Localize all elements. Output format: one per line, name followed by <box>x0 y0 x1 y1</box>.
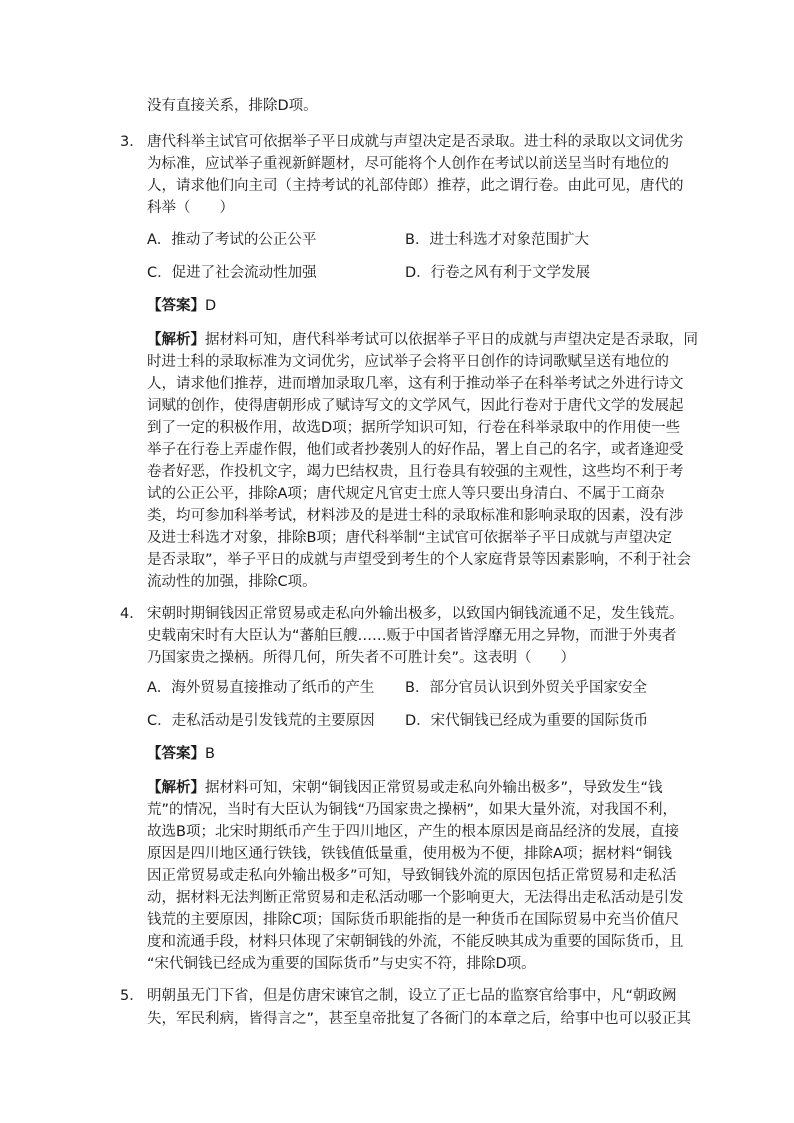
question-3-analysis-line: 试的公正公平，排除A项；唐代规定凡官吏士庶人等只要出身清白、不属于工商杂 <box>147 486 665 502</box>
question-3-analysis-line: 到了一定的积极作用，故选D项；据所学知识可知，行卷在科举录取中的作用使一些 <box>147 420 681 436</box>
question-3-number: 3． <box>120 134 144 150</box>
question-3-option-c[interactable]: C．促进了社会流动性加强 <box>147 265 317 281</box>
question-4-analysis-line: 因正常贸易或走私向外输出极多”可知，导致铜钱外流的原因包括正常贸易和走私活 <box>147 868 677 884</box>
answer-label: 【答案】 <box>147 746 205 762</box>
analysis-label: 【解析】 <box>147 332 205 348</box>
question-4-option-c[interactable]: C．走私活动是引发钱荒的主要原因 <box>147 713 375 729</box>
analysis-label: 【解析】 <box>147 780 205 796</box>
question-4-line: 宋朝时期铜钱因正常贸易或走私向外输出极多，以致国内铜钱流通不足，发生钱荒。 <box>147 606 684 622</box>
question-3-analysis-line: 类，均可参加科举考试，材料涉及的是进士科的录取标准和影响录取的因素，没有涉 <box>147 508 684 524</box>
question-4-analysis-line: 动，据材料无法判断正常贸易和走私活动哪一个影响更大，无法得出走私活动是引发 <box>147 890 684 906</box>
question-4-option-a[interactable]: A．海外贸易直接推动了纸币的产生 <box>147 680 375 696</box>
question-4-analysis-line: 故选B项；北宋时期纸币产生于四川地区，产生的根本原因是商品经济的发展，直接 <box>147 824 679 840</box>
question-3-option-b[interactable]: B．进士科选才对象范围扩大 <box>405 232 589 248</box>
question-3-option-a[interactable]: A．推动了考试的公正公平 <box>147 232 317 248</box>
question-5-number: 5． <box>120 988 144 1004</box>
question-3-analysis-line: 时进士科的录取标准为文词优劣，应试举子会将平日创作的诗词歌赋呈送有地位的 <box>147 354 669 370</box>
question-4-analysis-line: 荒”的情况，当时有大臣认为铜钱“乃国家贵之操柄”，如果大量外流，对我国不利， <box>147 802 678 818</box>
question-3-option-d[interactable]: D．行卷之风有利于文学发展 <box>405 265 591 281</box>
question-4-analysis-line: 原因是四川地区通行铁钱，铁钱值低量重，使用极为不便，排除A项；据材料“铜钱 <box>147 846 672 862</box>
question-4-answer <box>147 744 215 764</box>
question-4-analysis-line: 钱荒的主要原因，排除C项；国际货币职能指的是一种货币在国际贸易中充当价值尺 <box>147 912 680 928</box>
question-4-analysis-line <box>147 778 663 798</box>
question-4-analysis-line: 度和流通手段，材料只体现了宋朝铜钱的外流，不能反映其成为重要的国际货币，且 <box>147 934 684 950</box>
analysis-text: 据材料可知，宋朝“铜钱因正常贸易或走私向外输出极多”，导致发生“钱 <box>205 780 663 796</box>
question-4-line: 史载南宋时有大臣认为“蕃舶巨艘……贩于中国者皆浮靡无用之异物，而泄于外夷者 <box>147 628 677 644</box>
question-3-analysis-line: 是否录取”，举子平日的成就与声望受到考生的个人家庭背景等因素影响，不利于社会 <box>147 552 692 568</box>
question-3-analysis-line: 卷者好恶，作投机文字，竭力巴结权贵，且行卷具有较强的主观性，这些均不利于考 <box>147 464 684 480</box>
question-5-line: 明朝虽无门下省，但是仿唐宋谏官之制，设立了正七品的监察官给事中，凡“朝政阙 <box>147 988 677 1004</box>
question-3-analysis-line: 举子在行卷上弄虚作假，他们或者抄袭别人的好作品，署上自己的名字，或者逢迎受 <box>147 442 684 458</box>
answer-value: B <box>205 746 215 762</box>
question-3-analysis-line: 人，请求他们推荐，进而增加录取几率，这有利于推动举子在科举考试之外进行诗文 <box>147 376 684 392</box>
answer-value: D <box>205 298 217 314</box>
question-3-answer <box>147 296 216 316</box>
intro-line: 没有直接关系，排除D项。 <box>147 98 318 114</box>
analysis-text: 据材料可知，唐代科举考试可以依据举子平日的成就与声望决定是否录取，同 <box>205 332 698 348</box>
question-3-analysis-line: 及进士科选才对象，排除B项；唐代科举制“主试官可依据举子平日成就与声望决定 <box>147 530 672 546</box>
question-3-analysis-line: 流动性的加强，排除C项。 <box>147 574 317 590</box>
question-4-number: 4． <box>120 606 144 622</box>
question-3-analysis-line: 词赋的创作，使得唐朝形成了赋诗写文的文学风气，因此行卷对于唐代文学的发展起 <box>147 398 684 414</box>
question-3-line: 唐代科举主试官可依据举子平日成就与声望决定是否录取。进士科的录取以文词优劣 <box>147 134 684 150</box>
question-4-option-d[interactable]: D．宋代铜钱已经成为重要的国际货币 <box>405 713 649 729</box>
question-4-line: 乃国家贵之操柄。所得几何，所失者不可胜计矣”。这表明（ ） <box>147 650 576 666</box>
question-4-option-b[interactable]: B．部分官员认识到外贸关乎国家安全 <box>405 680 647 696</box>
question-5-line: 失，军民利病，皆得言之”，甚至皇帝批复了各衙门的本章之后，给事中也可以驳正其 <box>147 1011 692 1027</box>
question-4-analysis-line: “宋代铜钱已经成为重要的国际货币”与史实不符，排除D项。 <box>147 956 536 972</box>
answer-label: 【答案】 <box>147 298 205 314</box>
question-3-line: 科举（ ） <box>147 200 234 216</box>
question-3-analysis-line <box>147 330 698 350</box>
question-3-line: 为标准，应试举子重视新鲜题材，尽可能将个人创作在考试以前送呈当时有地位的 <box>147 156 669 172</box>
question-3-line: 人，请求他们向主司（主持考试的礼部侍郎）推荐，此之谓行卷。由此可见，唐代的 <box>147 178 684 194</box>
